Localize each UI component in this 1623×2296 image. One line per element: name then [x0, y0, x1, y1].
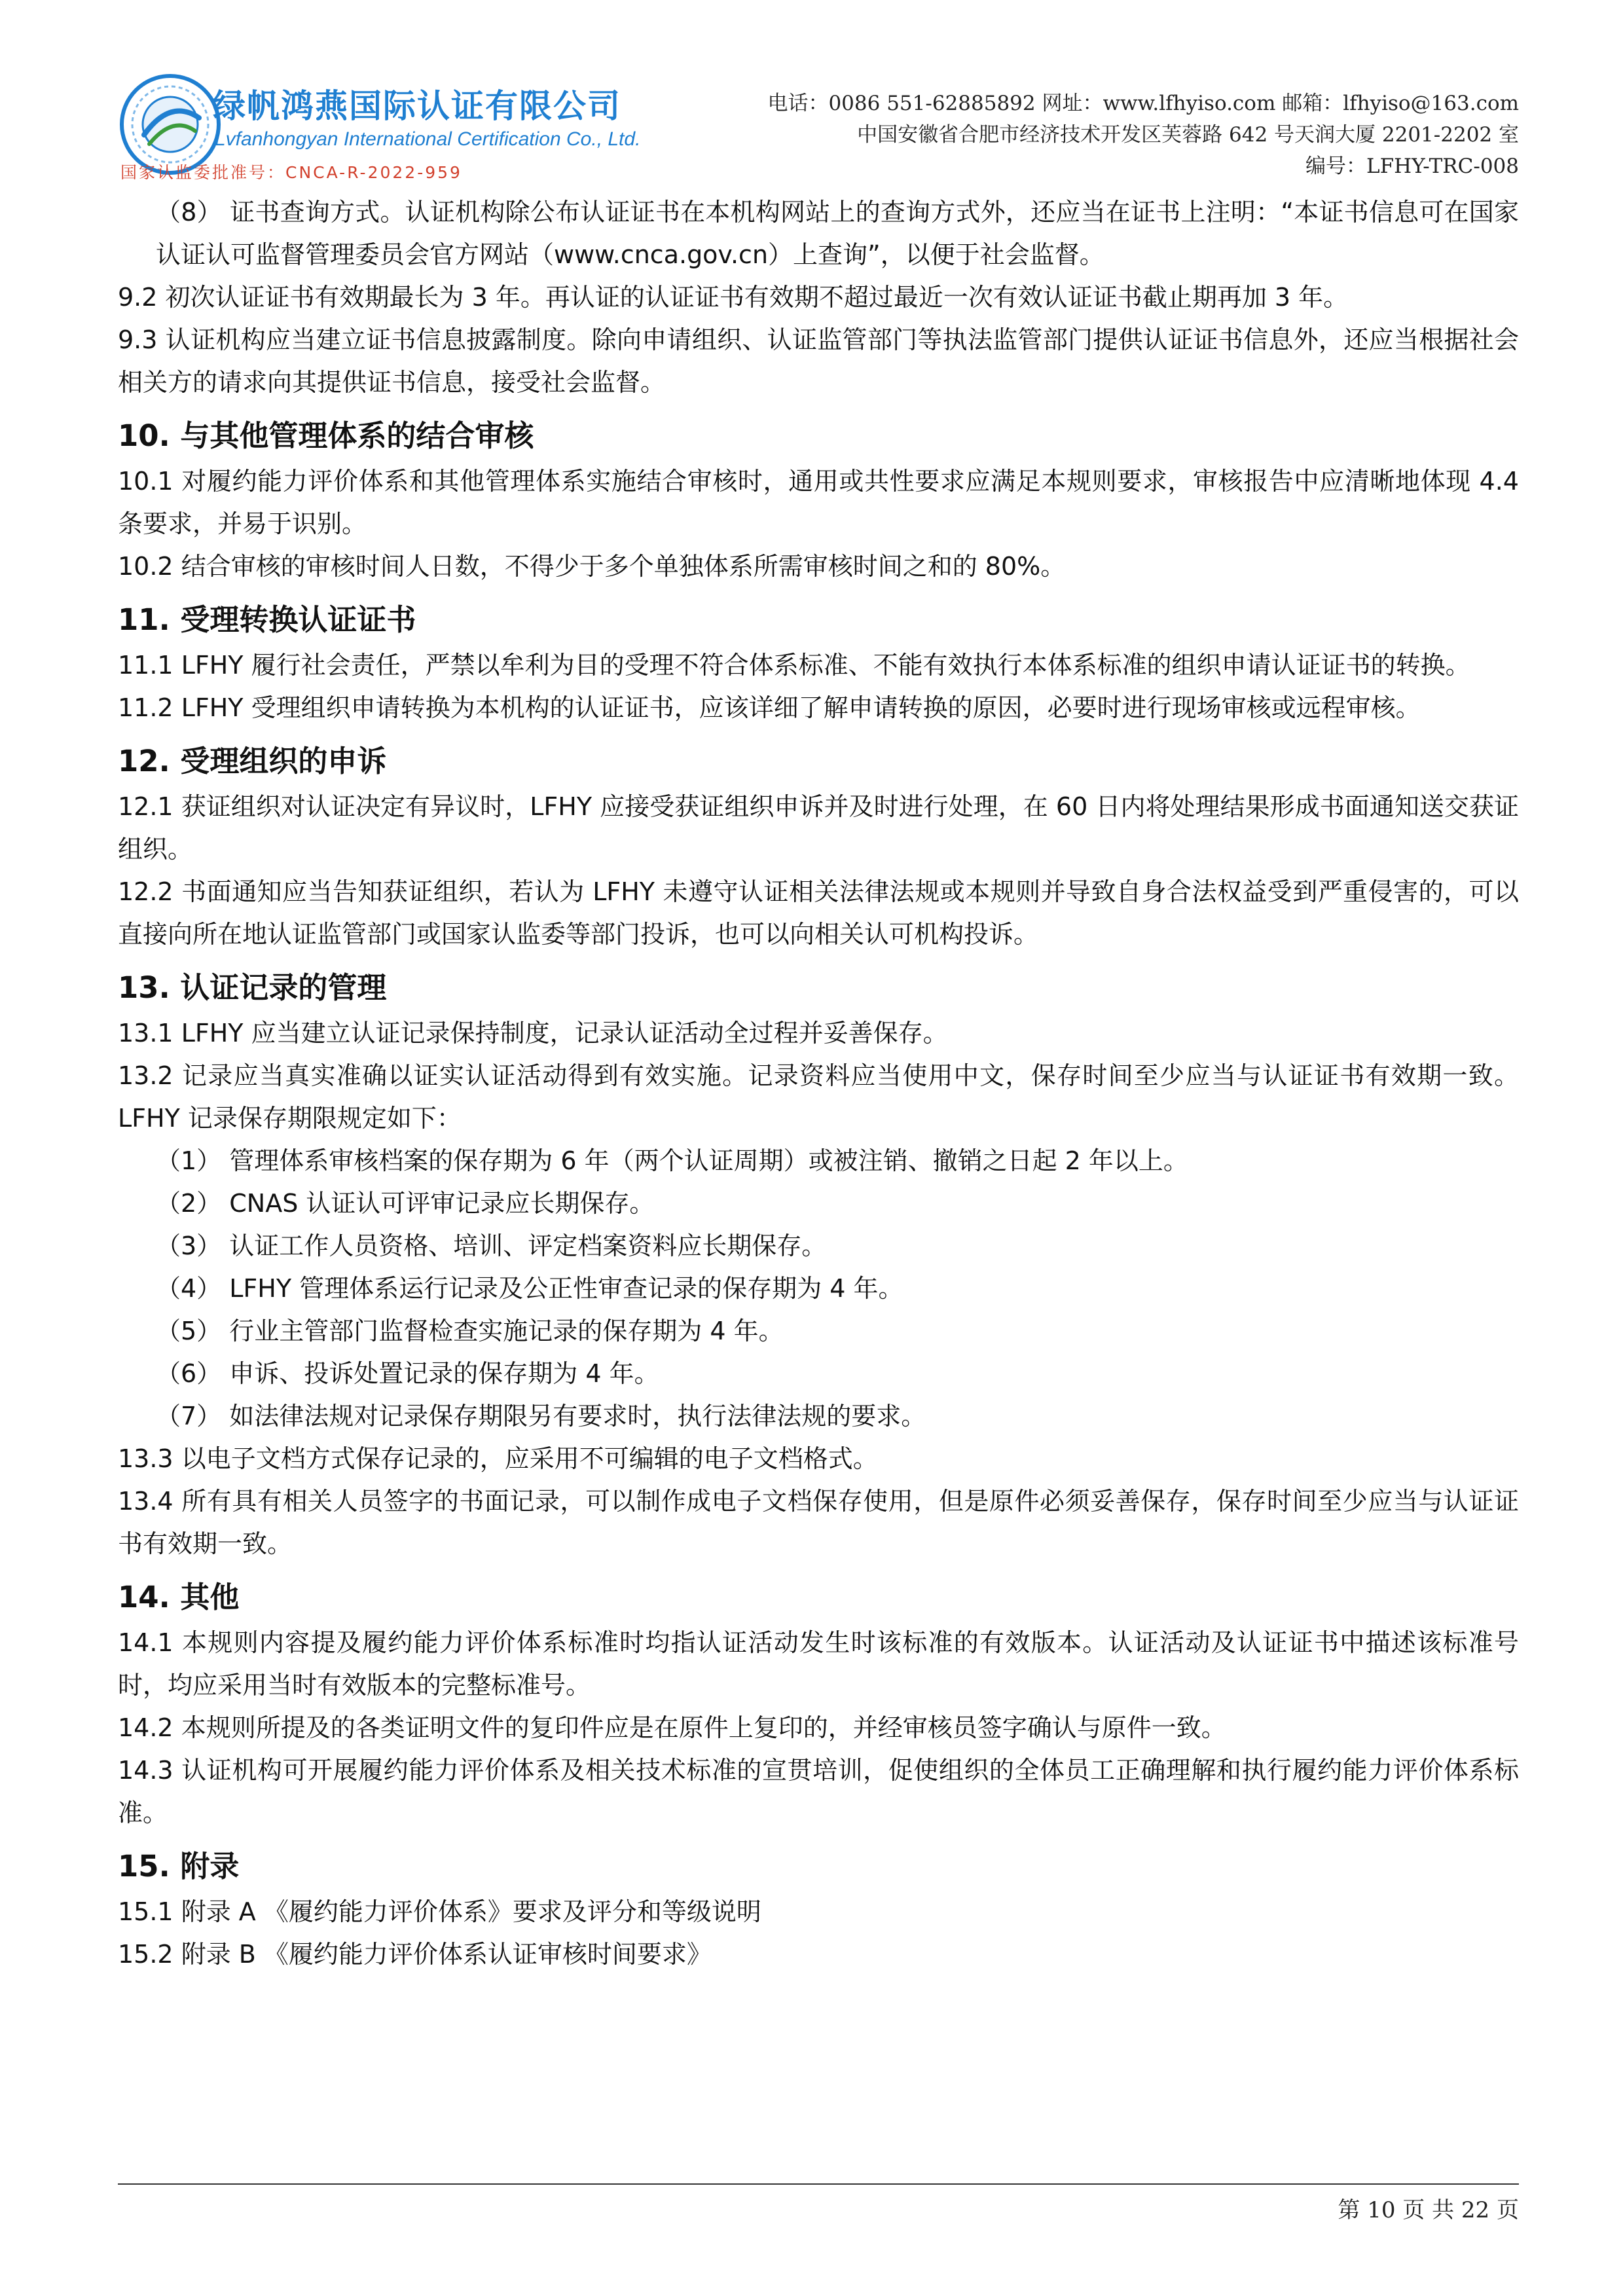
document-body: [118, 191, 1519, 1976]
paragraph-13-1: 13.1 LFHY 应当建立认证记录保持制度，记录认证活动全过程并妥善保存。: [118, 1019, 948, 1048]
section-heading-12: 12. 受理组织的申诉: [118, 744, 387, 778]
paragraph-15-1: 15.1 附录 A 《履约能力评价体系》要求及评分和等级说明: [118, 1897, 761, 1926]
list-item: （2） CNAS 认证认可评审记录应长期保存。: [156, 1189, 655, 1218]
list-item: （7） 如法律法规对记录保存期限另有要求时，执行法律法规的要求。: [156, 1402, 926, 1430]
footer-divider: [118, 2183, 1519, 2185]
paragraph-14-1: 14.1 本规则内容提及履约能力评价体系标准时均指认证活动发生时该标准的有效版本。认证活动及认证证书中描述该标准号时，均应采用当时有效版本的完整标准号。: [118, 1628, 1519, 1700]
list-item: （4） LFHY 管理体系运行记录及公正性审查记录的保存期为 4 年。: [156, 1274, 903, 1303]
approval-number: 国家认监委批准号：CNCA-R-2022-959: [120, 163, 462, 182]
paragraph-14-2: 14.2 本规则所提及的各类证明文件的复印件应是在原件上复印的，并经审核员签字确认与原件一致。: [118, 1713, 1226, 1742]
contact-block: [767, 88, 1519, 182]
list-item: （5） 行业主管部门监督检查实施记录的保存期为 4 年。: [156, 1317, 784, 1345]
paragraph-13-3: 13.3 以电子文档方式保存记录的，应采用不可编辑的电子文档格式。: [118, 1444, 878, 1473]
contact-address: 中国安徽省合肥市经济技术开发区芙蓉路 642 号天润大厦 2201-2202 室: [857, 123, 1519, 147]
section-heading-11: 11. 受理转换认证证书: [118, 602, 416, 637]
paragraph-10-1: 10.1 对履约能力评价体系和其他管理体系实施结合审核时，通用或共性要求应满足本规则要求，审核报告中应清晰地体现 4.4 条要求，并易于识别。: [118, 467, 1519, 538]
paragraph-9-1-8: （8） 证书查询方式。认证机构除公布认证证书在本机构网站上的查询方式外，还应当在证书上注明：“本证书信息可在国家认证认可监督管理委员会官方网站（www.cnca.gov.cn）上查询”，以便于社会监督。: [156, 198, 1519, 269]
paragraph-15-2: 15.2 附录 B 《履约能力评价体系认证审核时间要求》: [118, 1940, 712, 1969]
paragraph-11-1: 11.1 LFHY 履行社会责任，严禁以牟利为目的受理不符合体系标准、不能有效执行本体系标准的组织申请认证证书的转换。: [118, 651, 1470, 680]
paragraph-11-2: 11.2 LFHY 受理组织申请转换为本机构的认证证书，应该详细了解申请转换的原因，必要时进行现场审核或远程审核。: [118, 693, 1421, 722]
page-number: 第 10 页 共 22 页: [1338, 2197, 1519, 2223]
company-name-cn: 绿帆鸿燕国际认证有限公司: [213, 87, 621, 125]
paragraph-14-3: 14.3 认证机构可开展履约能力评价体系及相关技术标准的宣贯培训，促使组织的全体员工正确理解和执行履约能力评价体系标准。: [118, 1756, 1519, 1827]
list-item: （6） 申诉、投诉处置记录的保存期为 4 年。: [156, 1359, 659, 1388]
section-heading-15: 15. 附录: [118, 1849, 240, 1884]
paragraph-10-2: 10.2 结合审核的审核时间人日数，不得少于多个单独体系所需审核时间之和的 80%。: [118, 552, 1066, 581]
paragraph-9-3: 9.3 认证机构应当建立证书信息披露制度。除向申请组织、认证监管部门等执法监管部门提供认证证书信息外，还应当根据社会相关方的请求向其提供证书信息，接受社会监督。: [118, 325, 1519, 397]
paragraph-13-2: 13.2 记录应当真实准确以证实认证活动得到有效实施。记录资料应当使用中文，保存时间至少应当与认证证书有效期一致。LFHY 记录保存期限规定如下：: [118, 1061, 1519, 1133]
section-heading-10: 10. 与其他管理体系的结合审核: [118, 418, 534, 453]
paragraph-12-1: 12.1 获证组织对认证决定有异议时，LFHY 应接受获证组织申诉并及时进行处理，在 60 日内将处理结果形成书面通知送交获证组织。: [118, 792, 1519, 864]
page-header: [118, 65, 1519, 190]
document-number: 编号：LFHY-TRC-008: [1305, 155, 1519, 178]
list-item: （3） 认证工作人员资格、培训、评定档案资料应长期保存。: [156, 1231, 827, 1260]
section-heading-13: 13. 认证记录的管理: [118, 970, 387, 1005]
list-item: （1） 管理体系审核档案的保存期为 6 年（两个认证周期）或被注销、撤销之日起 2 年以上。: [156, 1146, 1188, 1175]
company-name-en: Lvfanhongyan International Certification Co., Ltd.: [215, 128, 641, 150]
section-heading-14: 14. 其他: [118, 1580, 240, 1614]
paragraph-9-2: 9.2 初次认证证书有效期最长为 3 年。再认证的认证证书有效期不超过最近一次有效认证证书截止期再加 3 年。: [118, 283, 1349, 312]
contact-phone-web-email: 电话：0086 551-62885892 网址：www.lfhyiso.com 邮箱：lfhyiso@163.com: [767, 92, 1519, 115]
paragraph-13-4: 13.4 所有具有相关人员签字的书面记录，可以制作成电子文档保存使用，但是原件必须妥善保存，保存时间至少应当与认证证书有效期一致。: [118, 1487, 1519, 1558]
paragraph-12-2: 12.2 书面通知应当告知获证组织，若认为 LFHY 未遵守认证相关法律法规或本规则并导致自身合法权益受到严重侵害的，可以直接向所在地认证监管部门或国家认监委等部门投诉，也可以向相关认可机构投诉。: [118, 877, 1519, 949]
